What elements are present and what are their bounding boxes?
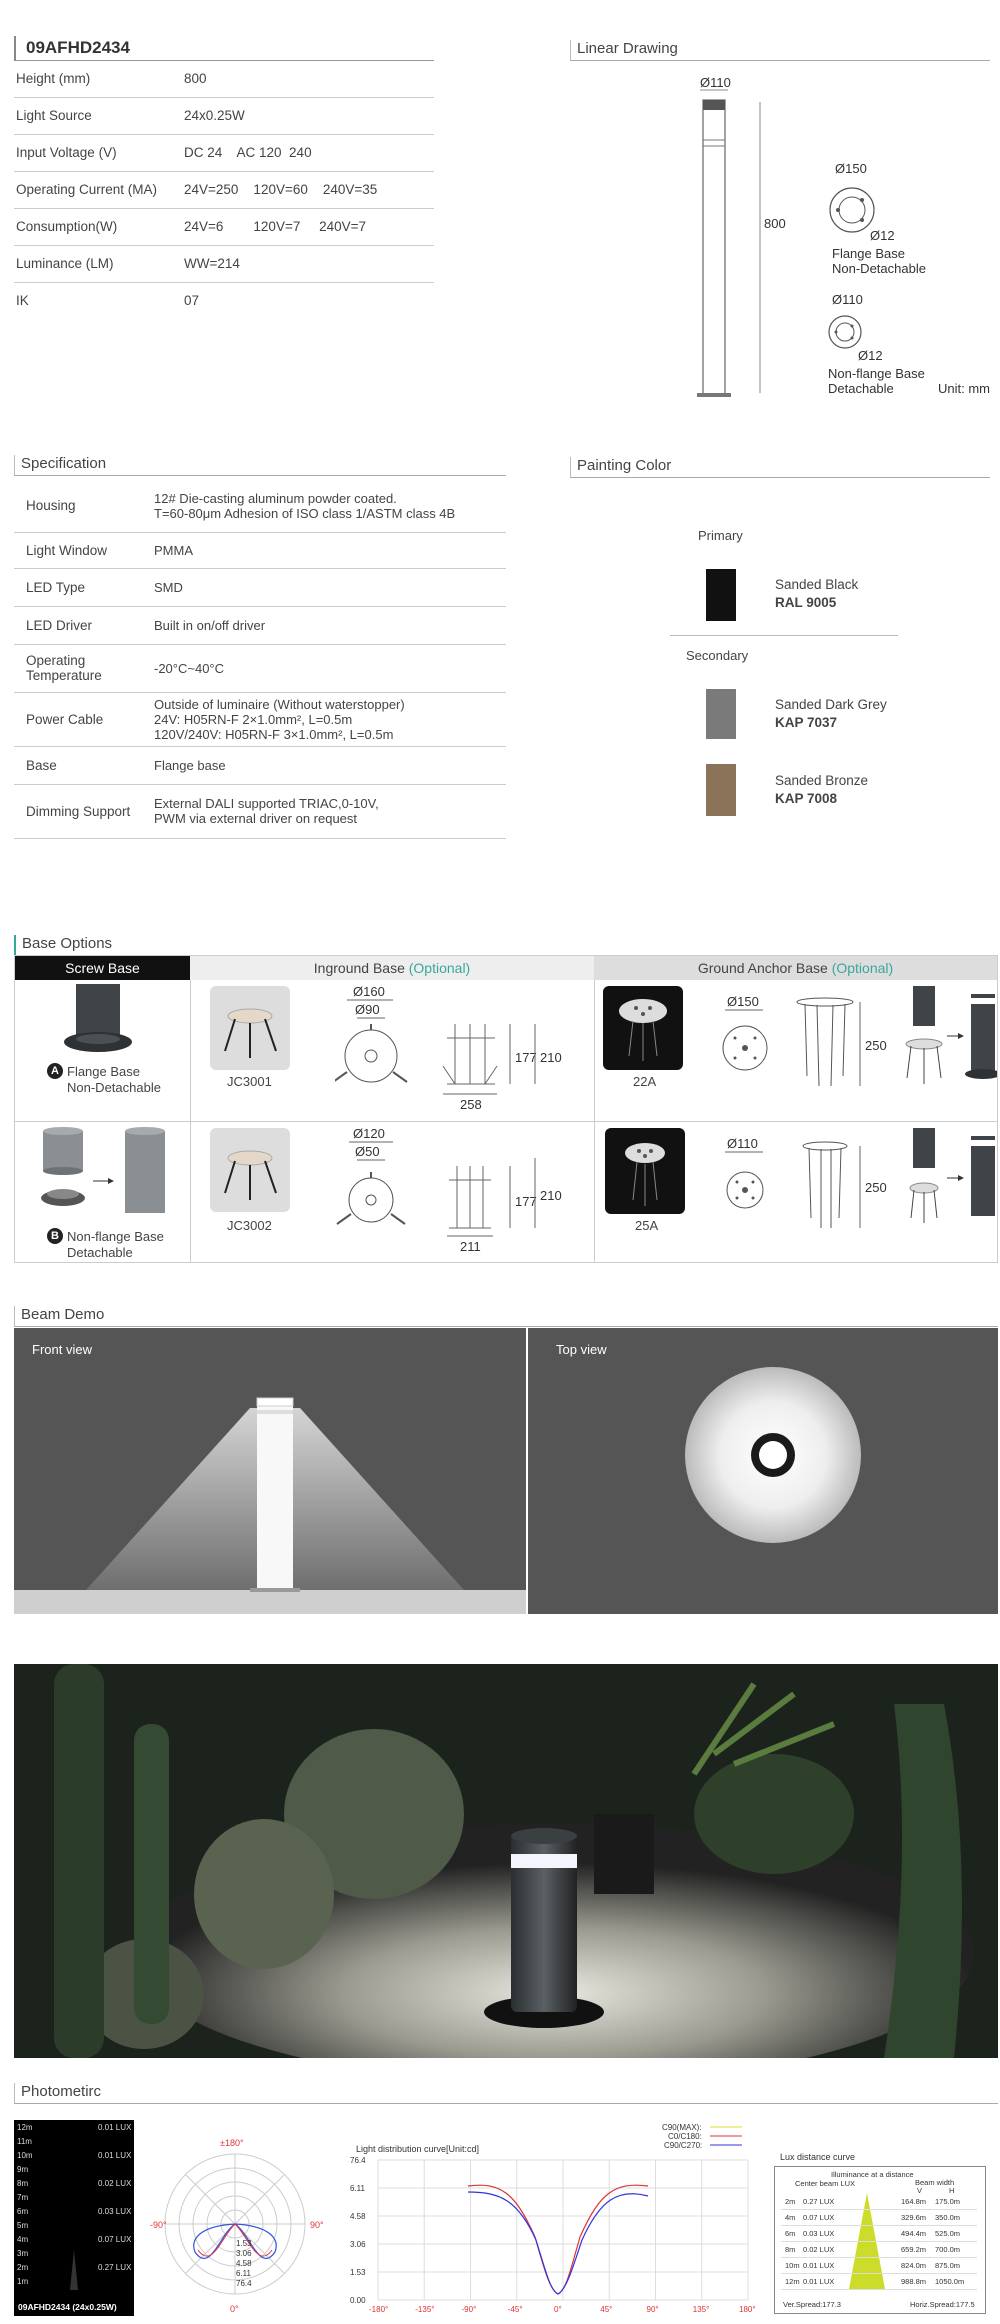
spec-value: Outside of luminaire (Without waterstopper) 24V: H05RN-F 2×1.0mm², L=0.5m 120V/240V: H05RN-F 3×1.0mm², L=0.5m bbox=[154, 692, 506, 746]
swatch-grey bbox=[706, 689, 736, 739]
table-header-lux: Center beam LUX bbox=[795, 2179, 856, 2188]
lux-table-divider bbox=[781, 2209, 977, 2210]
lux-table-cell-d: 10m bbox=[785, 2261, 800, 2270]
svg-text:4.58: 4.58 bbox=[236, 2259, 252, 2268]
param-label: Light Source bbox=[14, 97, 184, 134]
secondary-label: Secondary bbox=[686, 648, 749, 663]
svg-text:258: 258 bbox=[460, 1097, 482, 1112]
spec-row bbox=[14, 644, 506, 692]
color-name-2: Sanded Dark Grey bbox=[775, 697, 887, 712]
lux-table-cell-d: 8m bbox=[785, 2245, 796, 2254]
param-value: 24V=250 120V=60 240V=35 bbox=[184, 171, 434, 208]
flange-label-2: Non-Detachable bbox=[832, 261, 926, 276]
param-label: Operating Current (MA) bbox=[14, 171, 184, 208]
spec-label: Base bbox=[14, 746, 154, 784]
swatch-black bbox=[706, 569, 736, 621]
y-tick-label: 3.06 bbox=[350, 2240, 366, 2249]
lux-value-label: 0.01 LUX bbox=[98, 2123, 132, 2132]
col-screw-base: Screw Base bbox=[15, 956, 190, 980]
lux-distance-label: 2m bbox=[17, 2263, 29, 2272]
lux-table-cell-lux: 0.01 LUX bbox=[803, 2277, 835, 2286]
swatch-bronze bbox=[706, 764, 736, 816]
lux-table-cell-h: 525.0m bbox=[935, 2229, 961, 2238]
spec-row bbox=[14, 532, 506, 568]
y-tick-label: 1.53 bbox=[350, 2268, 366, 2277]
svg-text:1.53: 1.53 bbox=[236, 2239, 252, 2248]
bollard-outline bbox=[703, 100, 725, 395]
screw-base-b-image bbox=[35, 1126, 185, 1221]
param-value: 24x0.25W bbox=[184, 97, 434, 134]
lux-distance-label: 11m bbox=[17, 2137, 32, 2146]
lux-caption: 09AFHD2434 (24x0.25W) bbox=[18, 2302, 117, 2312]
param-label: IK bbox=[16, 293, 29, 309]
x-tick-label: 90° bbox=[646, 2305, 659, 2314]
dim-top: Ø110 bbox=[700, 75, 731, 90]
spec-value: 12# Die-casting aluminum powder coated. T=60-80μm Adhesion of ISO class 1/ASTM class 4B bbox=[154, 480, 506, 532]
col-anchor-base: Ground Anchor Base (Optional) bbox=[594, 956, 997, 980]
linear-drawing bbox=[570, 60, 1000, 410]
lux-table-divider bbox=[781, 2273, 977, 2274]
distribution-chart bbox=[350, 2122, 760, 2322]
primary-divider bbox=[670, 635, 898, 636]
lux-table-cell-v: 988.8m bbox=[901, 2277, 927, 2286]
lux-distance-title: Lux distance curve bbox=[780, 2152, 856, 2162]
x-tick-label: -90° bbox=[461, 2305, 477, 2314]
lux-table-cell-h: 175.0m bbox=[935, 2197, 961, 2206]
lux-table-divider bbox=[781, 2257, 977, 2258]
lux-value-label: 0.07 LUX bbox=[98, 2235, 132, 2244]
model-header bbox=[14, 36, 434, 61]
y-tick-label: 4.58 bbox=[350, 2212, 366, 2221]
param-value: WW=214 bbox=[184, 245, 434, 282]
color-name-1: Sanded Black bbox=[775, 577, 859, 592]
row-a-label-1: Flange Base bbox=[67, 1064, 140, 1079]
lux-table-cell-lux: 0.03 LUX bbox=[803, 2229, 835, 2238]
param-label: Luminance (LM) bbox=[14, 245, 184, 282]
spec-label: Light Window bbox=[14, 532, 154, 568]
param-label: Input Voltage (V) bbox=[14, 134, 184, 171]
color-code-1: RAL 9005 bbox=[775, 595, 837, 610]
nonflange-label-2: Detachable bbox=[828, 381, 894, 396]
spec-title: Specification bbox=[14, 455, 506, 476]
inground-a-photo bbox=[210, 986, 290, 1070]
beam-front-view bbox=[14, 1328, 526, 1614]
lux-table-cell-v: 164.8m bbox=[901, 2197, 927, 2206]
lux-distance-label: 8m bbox=[17, 2179, 29, 2188]
lux-table-cell-d: 6m bbox=[785, 2229, 796, 2238]
lux-table-divider bbox=[781, 2289, 977, 2290]
spec-value: Flange base bbox=[154, 746, 506, 784]
spec-label: Operating Temperature bbox=[14, 644, 154, 692]
spec-value: -20°C~40°C bbox=[154, 644, 506, 692]
x-tick-label: -180° bbox=[369, 2305, 389, 2314]
row-a-label-2: Non-Detachable bbox=[67, 1080, 161, 1095]
lux-distance-label: 4m bbox=[17, 2235, 29, 2244]
y-tick-label: 76.4 bbox=[350, 2156, 366, 2165]
spec-row bbox=[14, 784, 506, 838]
y-tick-label: 0.00 bbox=[350, 2296, 366, 2305]
table-header-v: V bbox=[917, 2186, 923, 2195]
bollard-base bbox=[697, 393, 731, 397]
lux-table-cell-lux: 0.02 LUX bbox=[803, 2245, 835, 2254]
spec-value: Built in on/off driver bbox=[154, 606, 506, 644]
param-row bbox=[14, 60, 434, 97]
inground-b-drawing bbox=[335, 1128, 585, 1258]
lux-table-cell-d: 12m bbox=[785, 2277, 800, 2286]
svg-text:Light distribution curve[Unit:: Light distribution curve[Unit:cd] bbox=[356, 2144, 480, 2154]
lux-table-cell-h: 875.0m bbox=[935, 2261, 961, 2270]
linear-drawing-title: Linear Drawing bbox=[570, 40, 990, 61]
x-tick-label: -135° bbox=[415, 2305, 435, 2314]
color-code-3: KAP 7008 bbox=[775, 791, 838, 806]
lux-table-cell-d: 2m bbox=[785, 2197, 796, 2206]
lux-table-cell-v: 494.4m bbox=[901, 2229, 927, 2238]
anchor-b-photo bbox=[605, 1128, 685, 1214]
lux-table-cell-v: 329.6m bbox=[901, 2213, 927, 2222]
inground-b-code: JC3002 bbox=[227, 1218, 272, 1233]
base-options-title: Base Options bbox=[14, 935, 998, 956]
svg-text:Ø50: Ø50 bbox=[355, 1144, 380, 1159]
x-tick-label: 135° bbox=[692, 2305, 710, 2314]
lux-distance-label: 3m bbox=[17, 2249, 29, 2258]
svg-text:250: 250 bbox=[865, 1038, 887, 1053]
svg-text:250: 250 bbox=[865, 1180, 887, 1195]
inground-a-drawing bbox=[335, 986, 585, 1116]
unit-label: Unit: mm bbox=[938, 381, 990, 396]
svg-text:-90°: -90° bbox=[150, 2220, 167, 2230]
svg-text:210: 210 bbox=[540, 1188, 562, 1203]
model-number: 09AFHD2434 bbox=[26, 38, 130, 57]
top-view-label: Top view bbox=[556, 1342, 607, 1357]
spec-table bbox=[14, 480, 506, 839]
nonflange-dia: Ø110 bbox=[832, 292, 863, 307]
svg-text:0°: 0° bbox=[230, 2304, 239, 2314]
scene-photo bbox=[14, 1664, 998, 2058]
lux-value-label: 0.03 LUX bbox=[98, 2207, 132, 2216]
lux-table-cell-h: 350.0m bbox=[935, 2213, 961, 2222]
svg-text:C0/C180:: C0/C180: bbox=[668, 2132, 702, 2141]
lux-table-cell-v: 824.0m bbox=[901, 2261, 927, 2270]
param-row bbox=[14, 171, 434, 208]
param-value: DC 24 AC 120 240 bbox=[184, 134, 434, 171]
param-value: 24V=6 120V=7 240V=7 bbox=[184, 208, 434, 245]
table-header-h: H bbox=[949, 2186, 955, 2195]
svg-text:177: 177 bbox=[515, 1050, 537, 1065]
spec-value: SMD bbox=[154, 568, 506, 606]
lux-value-label: 0.02 LUX bbox=[98, 2179, 132, 2188]
flange-label-1: Flange Base bbox=[832, 246, 905, 261]
svg-text:211: 211 bbox=[460, 1239, 481, 1254]
param-row bbox=[14, 134, 434, 171]
x-tick-label: 45° bbox=[600, 2305, 613, 2314]
lux-distance-table bbox=[774, 2166, 986, 2314]
nonflange-label-1: Non-flange Base bbox=[828, 366, 925, 381]
svg-text:C90/C270:: C90/C270: bbox=[664, 2141, 703, 2150]
lux-table-divider bbox=[781, 2241, 977, 2242]
svg-text:3.06: 3.06 bbox=[236, 2249, 252, 2258]
y-tick-label: 6.11 bbox=[350, 2184, 365, 2193]
lux-table-cell-h: 1050.0m bbox=[935, 2277, 965, 2286]
svg-text:Ø160: Ø160 bbox=[353, 986, 385, 999]
anchor-a-code: 22A bbox=[633, 1074, 657, 1089]
svg-text:90°: 90° bbox=[310, 2220, 324, 2230]
lux-value-label: 0.27 LUX bbox=[98, 2263, 132, 2272]
spec-label: Dimming Support bbox=[14, 784, 154, 838]
anchor-b-code: 25A bbox=[635, 1218, 659, 1233]
svg-text:Ø90: Ø90 bbox=[355, 1002, 380, 1017]
nonflange-hole: Ø12 bbox=[858, 348, 883, 363]
svg-text:C90(MAX):: C90(MAX): bbox=[662, 2123, 702, 2132]
anchor-a-photo bbox=[603, 986, 683, 1070]
lux-table-cell-lux: 0.27 LUX bbox=[803, 2197, 835, 2206]
svg-text:Ø150: Ø150 bbox=[727, 994, 759, 1009]
spec-label: Power Cable bbox=[14, 692, 154, 746]
param-label: Consumption(W) bbox=[14, 208, 184, 245]
svg-text:76.4: 76.4 bbox=[236, 2279, 252, 2288]
badge-b: B bbox=[47, 1228, 63, 1244]
svg-text:210: 210 bbox=[540, 1050, 562, 1065]
svg-text:Ø120: Ø120 bbox=[353, 1128, 385, 1141]
param-row bbox=[14, 208, 434, 245]
lux-distance-label: 10m bbox=[17, 2151, 33, 2160]
lux-table-cell-h: 700.0m bbox=[935, 2245, 961, 2254]
photometric-title: Photometirc bbox=[14, 2083, 998, 2104]
lux-distance-label: 5m bbox=[17, 2221, 29, 2230]
row-b-label-2: Detachable bbox=[67, 1245, 133, 1260]
col-inground-base: Inground Base (Optional) bbox=[190, 956, 594, 980]
lux-table-cell-lux: 0.07 LUX bbox=[803, 2213, 835, 2222]
x-tick-label: 0° bbox=[554, 2305, 562, 2314]
polar-chart bbox=[150, 2134, 340, 2319]
x-tick-label: -45° bbox=[507, 2305, 523, 2314]
spec-row bbox=[14, 568, 506, 606]
dim-height: 800 bbox=[764, 216, 786, 231]
svg-text:Ø110: Ø110 bbox=[727, 1136, 758, 1151]
ver-spread: Ver.Spread:177.3 bbox=[783, 2300, 841, 2309]
primary-label: Primary bbox=[698, 528, 743, 543]
hor-spread: Horiz.Spread:177.5 bbox=[910, 2300, 975, 2309]
spec-label: LED Driver bbox=[14, 606, 154, 644]
lux-table-divider bbox=[781, 2225, 977, 2226]
base-options-grid bbox=[14, 955, 998, 1263]
spec-row bbox=[14, 480, 506, 532]
bollard-cap bbox=[703, 100, 725, 110]
beam-top-view bbox=[528, 1328, 998, 1614]
row-b-label-1: Non-flange Base bbox=[67, 1229, 164, 1244]
param-value: 800 bbox=[184, 60, 434, 97]
anchor-b-drawing bbox=[715, 1128, 997, 1258]
color-name-3: Sanded Bronze bbox=[775, 773, 869, 788]
nonflange-outline bbox=[829, 316, 861, 348]
params-table bbox=[14, 60, 434, 319]
svg-text:177: 177 bbox=[515, 1194, 537, 1209]
inground-a-code: JC3001 bbox=[227, 1074, 272, 1089]
spec-label: Housing bbox=[14, 480, 154, 532]
param-row bbox=[14, 282, 434, 319]
color-code-2: KAP 7037 bbox=[775, 715, 838, 730]
param-value: 07 bbox=[184, 293, 200, 309]
screw-base-a-image bbox=[60, 984, 140, 1059]
flange-hole: Ø12 bbox=[870, 228, 895, 243]
lux-distance-label: 1m bbox=[17, 2277, 29, 2286]
spec-row bbox=[14, 692, 506, 746]
spec-value: PMMA bbox=[154, 532, 506, 568]
x-tick-label: 180° bbox=[739, 2305, 756, 2314]
badge-a: A bbox=[47, 1063, 63, 1079]
spec-row bbox=[14, 746, 506, 784]
lux-distance-label: 9m bbox=[17, 2165, 29, 2174]
svg-text:±180°: ±180° bbox=[220, 2138, 244, 2148]
spec-row bbox=[14, 606, 506, 644]
lux-value-label: 0.01 LUX bbox=[98, 2151, 132, 2160]
table-header-width: Beam width bbox=[915, 2178, 955, 2187]
lux-distance-label: 6m bbox=[17, 2207, 29, 2216]
lux-table-cell-d: 4m bbox=[785, 2213, 796, 2222]
lux-table-cell-v: 659.2m bbox=[901, 2245, 927, 2254]
lux-table-cell-lux: 0.01 LUX bbox=[803, 2261, 835, 2270]
front-view-label: Front view bbox=[32, 1342, 92, 1357]
lux-distance-label: 12m bbox=[17, 2123, 33, 2132]
lux-distance-label: 7m bbox=[17, 2193, 29, 2202]
param-label: Height (mm) bbox=[14, 60, 184, 97]
inground-b-photo bbox=[210, 1128, 290, 1212]
lux-chart bbox=[14, 2120, 134, 2316]
svg-text:6.11: 6.11 bbox=[236, 2269, 251, 2278]
beam-demo-title: Beam Demo bbox=[14, 1306, 998, 1327]
spec-value: External DALI supported TRIAC,0-10V, PWM via external driver on request bbox=[154, 784, 506, 838]
painting-title: Painting Color bbox=[570, 457, 990, 478]
param-row bbox=[14, 97, 434, 134]
flange-dia: Ø150 bbox=[835, 161, 867, 176]
spec-label: LED Type bbox=[14, 568, 154, 606]
table-title: Illuminance at a distance bbox=[831, 2170, 914, 2179]
param-row bbox=[14, 245, 434, 282]
anchor-a-drawing bbox=[715, 986, 997, 1116]
